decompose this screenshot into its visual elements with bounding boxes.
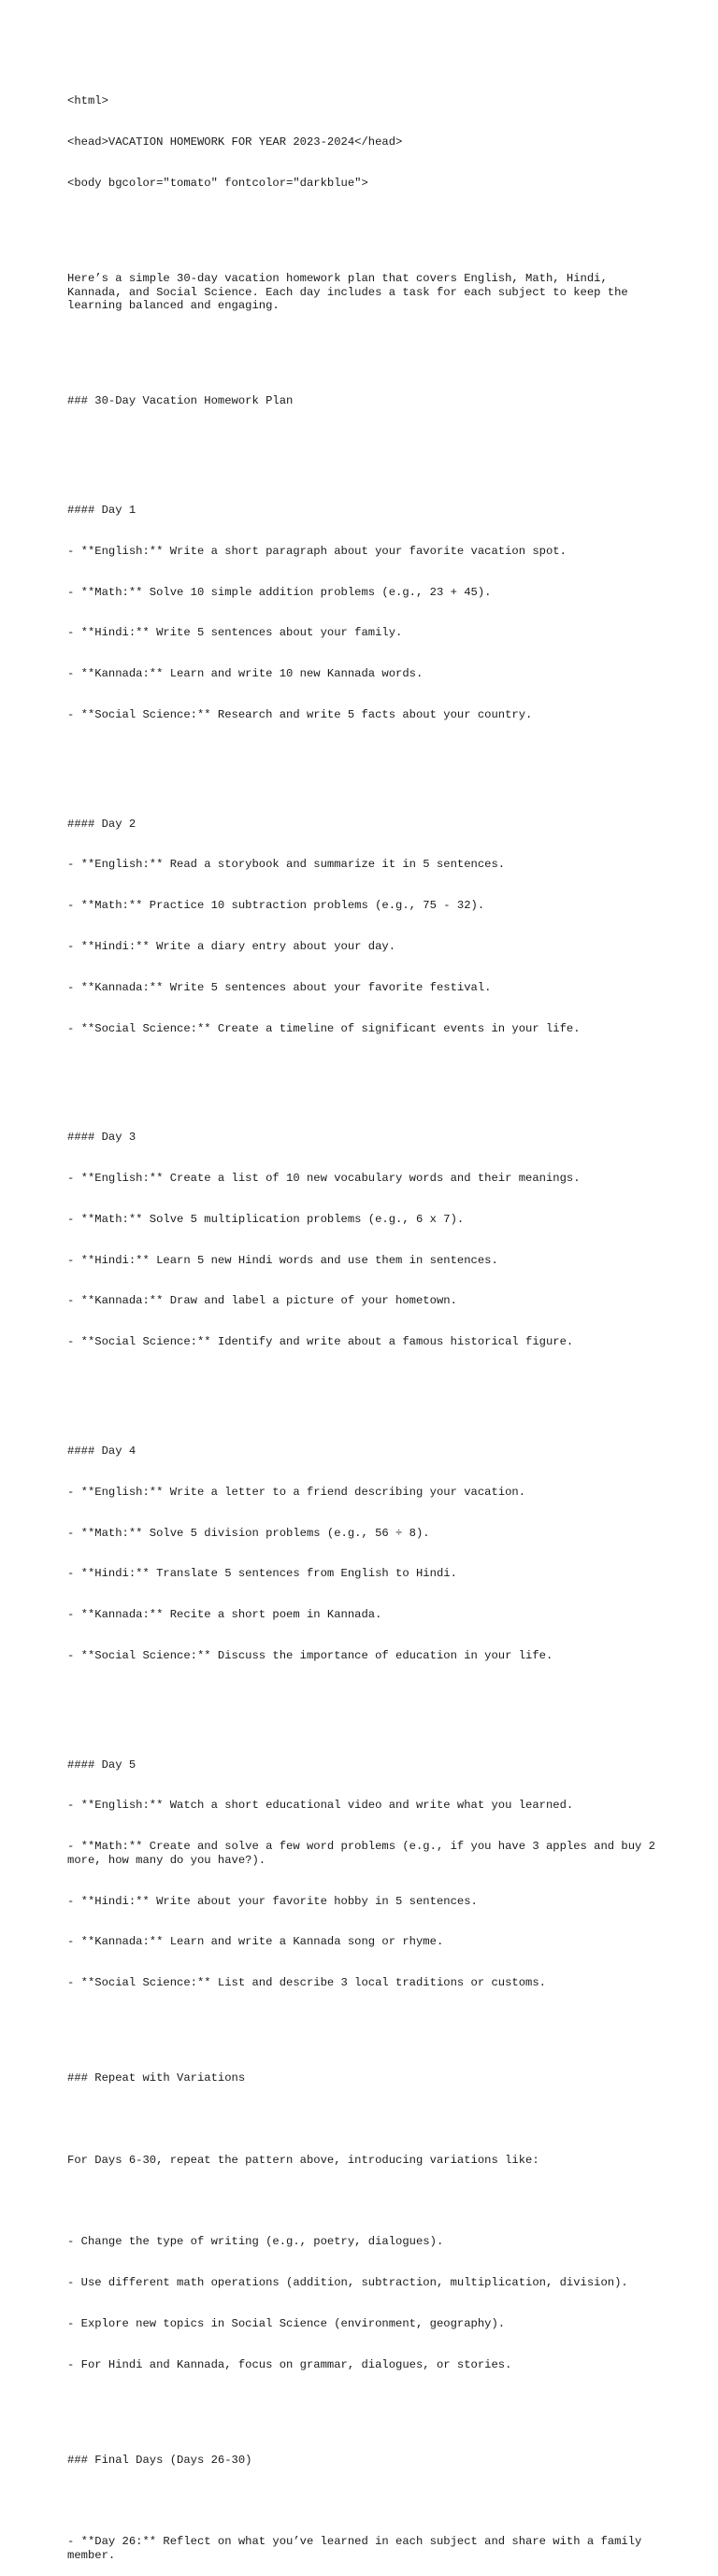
day-heading: #### Day 4 <box>67 1444 136 1458</box>
spacer <box>67 2113 666 2127</box>
variation-item: - Change the type of writing (e.g., poetry, dialogues). <box>67 2235 444 2249</box>
task-item: - **Math:** Practice 10 subtraction problems (e.g., 75 - 32). <box>67 899 485 913</box>
plan-heading: ### 30-Day Vacation Homework Plan <box>67 394 294 408</box>
task-item: - **Kannada:** Learn and write 10 new Kannada words. <box>67 667 424 681</box>
task-item: - **English:** Write a short paragraph about your favorite vacation spot. <box>67 544 567 558</box>
task-item: - **English:** Read a storybook and summarize it in 5 sentences. <box>67 858 506 872</box>
task-item: - **Kannada:** Recite a short poem in Kannada. <box>67 1608 382 1622</box>
task-item: - **Kannada:** Learn and write a Kannada song or rhyme. <box>67 1935 444 1949</box>
repeat-intro: For Days 6-30, repeat the pattern above, introducing variations like: <box>67 2153 539 2167</box>
day-heading: #### Day 5 <box>67 1758 136 1772</box>
task-item: - **Social Science:** Identify and write about a famous historical figure. <box>67 1335 574 1349</box>
spacer <box>67 435 666 449</box>
task-item: - **Hindi:** Write a diary entry about your day. <box>67 940 396 953</box>
spacer <box>67 2399 666 2413</box>
intro-paragraph: Here’s a simple 30-day vacation homework plan that covers English, Math, Hindi, Kannada, and Social Science. Each day includes a task for each subject to keep the learning balanced and engaging. <box>67 271 636 313</box>
spacer <box>67 340 666 354</box>
task-item: - **Hindi:** Write about your favorite hobby in 5 sentences. <box>67 1894 478 1908</box>
spacer <box>67 749 666 763</box>
code-line-body: <body bgcolor="tomato" fontcolor="darkblue"> <box>67 176 368 190</box>
variation-item: - Explore new topics in Social Science (environment, geography). <box>67 2316 506 2330</box>
task-item: - **Social Science:** Discuss the importance of education in your life. <box>67 1648 553 1662</box>
variation-item: - For Hindi and Kannada, focus on grammar, dialogues, or stories. <box>67 2357 512 2371</box>
task-item: - **English:** Watch a short educational video and write what you learned. <box>67 1799 574 1813</box>
spacer <box>67 2195 666 2209</box>
task-item: - **English:** Create a list of 10 new vocabulary words and their meanings. <box>67 1172 581 1186</box>
task-item: - **Social Science:** List and describe 3 local traditions or customs. <box>67 1976 546 1990</box>
spacer <box>67 218 666 232</box>
task-item: - **Hindi:** Learn 5 new Hindi words and use them in sentences. <box>67 1253 498 1267</box>
spacer <box>67 1690 666 1704</box>
spacer <box>67 1376 666 1390</box>
day-heading: #### Day 2 <box>67 817 136 831</box>
spacer <box>67 2017 666 2031</box>
code-line-html: <html> <box>67 94 108 108</box>
final-item: - **Day 26:** Reflect on what you’ve learned in each subject and share with a family member. <box>67 2535 649 2563</box>
spacer <box>67 2495 666 2509</box>
task-item: - **Math:** Create and solve a few word problems (e.g., if you have 3 apples and buy 2 more, how many do you have?). <box>67 1840 663 1867</box>
repeat-heading: ### Repeat with Variations <box>67 2071 246 2085</box>
task-item: - **Math:** Solve 5 division problems (e.g., 56 ÷ 8). <box>67 1526 430 1540</box>
day-heading: #### Day 1 <box>67 504 136 517</box>
task-item: - **Kannada:** Write 5 sentences about your favorite festival. <box>67 980 492 994</box>
task-item: - **Hindi:** Translate 5 sentences from English to Hindi. <box>67 1567 457 1581</box>
day-heading: #### Day 3 <box>67 1131 136 1145</box>
task-item: - **Kannada:** Draw and label a picture of your hometown. <box>67 1294 457 1308</box>
task-item: - **Social Science:** Create a timeline of significant events in your life. <box>67 1021 581 1035</box>
task-item: - **Hindi:** Write 5 sentences about your family. <box>67 626 403 640</box>
code-line-head: <head>VACATION HOMEWORK FOR YEAR 2023-2024</head> <box>67 135 403 149</box>
document-page <box>67 67 666 2576</box>
spacer <box>67 1062 666 1076</box>
variation-item: - Use different math operations (addition, subtraction, multiplication, division). <box>67 2276 628 2290</box>
final-heading: ### Final Days (Days 26-30) <box>67 2453 252 2467</box>
task-item: - **Math:** Solve 10 simple addition problems (e.g., 23 + 45). <box>67 585 492 599</box>
task-item: - **English:** Write a letter to a friend describing your vacation. <box>67 1485 526 1499</box>
task-item: - **Math:** Solve 5 multiplication problems (e.g., 6 x 7). <box>67 1212 465 1226</box>
task-item: - **Social Science:** Research and write 5 facts about your country. <box>67 707 533 721</box>
